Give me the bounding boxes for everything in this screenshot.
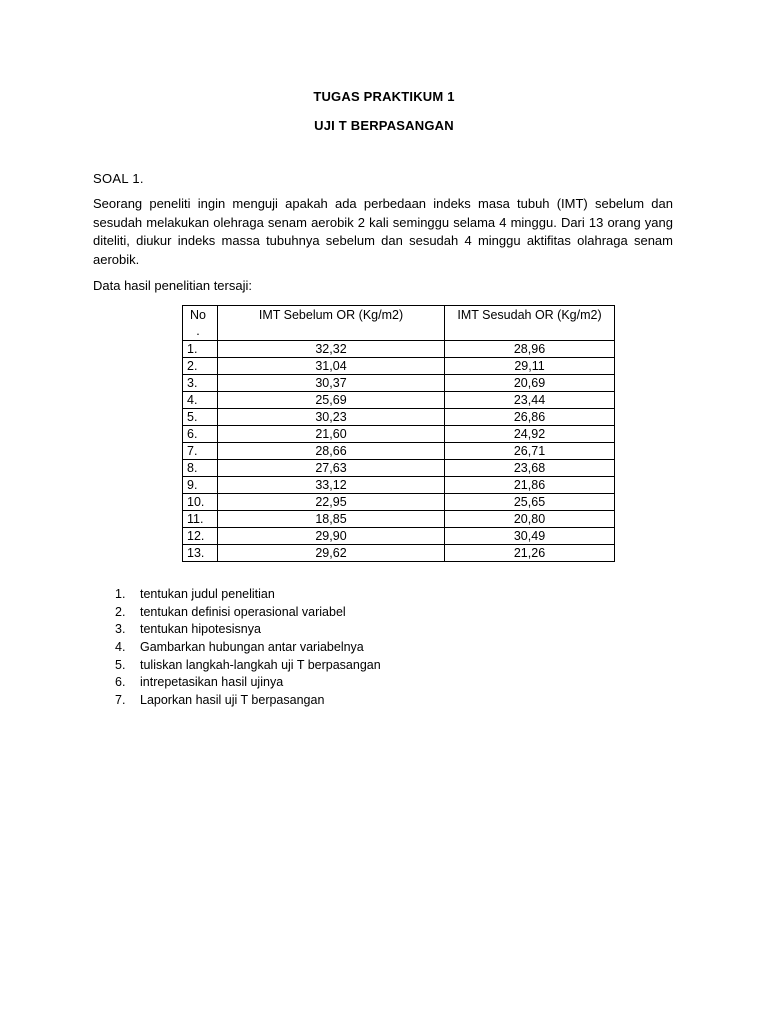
task-number: 2. <box>115 604 126 619</box>
cell-no: 12. <box>183 528 218 545</box>
table-row <box>183 545 615 562</box>
cell-after: 20,69 <box>445 375 615 392</box>
table-row <box>183 511 615 528</box>
header-no <box>183 306 218 341</box>
cell-before: 28,66 <box>218 443 445 460</box>
cell-before: 22,95 <box>218 494 445 511</box>
task-text: Laporkan hasil uji T berpasangan <box>140 693 325 708</box>
task-list <box>115 586 381 710</box>
list-item <box>115 586 381 604</box>
cell-no: 4. <box>183 392 218 409</box>
list-item <box>115 692 381 710</box>
table-row <box>183 426 615 443</box>
cell-no: 6. <box>183 426 218 443</box>
task-text: tentukan definisi operasional variabel <box>140 604 346 619</box>
task-text: tentukan judul penelitian <box>140 587 275 601</box>
cell-after: 23,68 <box>445 460 615 477</box>
list-item <box>115 639 381 657</box>
cell-after: 26,71 <box>445 443 615 460</box>
task-number: 4. <box>115 640 126 655</box>
task-number: 3. <box>115 622 126 637</box>
task-text: tentukan hipotesisnya <box>140 622 261 637</box>
cell-before: 32,32 <box>218 341 445 358</box>
document-subtitle: UJI T BERPASANGAN <box>314 118 454 133</box>
cell-before: 18,85 <box>218 511 445 528</box>
document-title: TUGAS PRAKTIKUM 1 <box>313 89 455 104</box>
table-row <box>183 460 615 477</box>
cell-after: 21,26 <box>445 545 615 562</box>
header-no-label: No . <box>190 308 206 338</box>
cell-before: 25,69 <box>218 392 445 409</box>
data-caption: Data hasil penelitian tersaji: <box>93 278 252 293</box>
table-row <box>183 528 615 545</box>
cell-after: 23,44 <box>445 392 615 409</box>
cell-before: 27,63 <box>218 460 445 477</box>
cell-after: 25,65 <box>445 494 615 511</box>
cell-after: 21,86 <box>445 477 615 494</box>
task-text: tuliskan langkah-langkah uji T berpasangan <box>140 657 381 672</box>
cell-no: 8. <box>183 460 218 477</box>
cell-no: 10. <box>183 494 218 511</box>
list-item <box>115 674 381 692</box>
cell-before: 30,37 <box>218 375 445 392</box>
table-body <box>183 341 615 562</box>
task-number: 6. <box>115 675 126 690</box>
question-label: SOAL 1. <box>93 171 144 186</box>
question-paragraph: Seorang peneliti ingin menguji apakah ada perbedaan indeks masa tubuh (IMT) sebelum dan sesudah melakukan olehraga senam aerobik 2 kali seminggu selama 4 minggu. Dari 13 orang yang diteliti, diukur indeks massa tubuhnya sebelum dan sesudah 4 minggu aktifitas olahraga senam aerobik. <box>93 196 673 267</box>
cell-after: 30,49 <box>445 528 615 545</box>
cell-before: 29,62 <box>218 545 445 562</box>
list-item <box>115 604 381 622</box>
cell-no: 9. <box>183 477 218 494</box>
cell-after: 28,96 <box>445 341 615 358</box>
table-row <box>183 375 615 392</box>
cell-after: 29,11 <box>445 358 615 375</box>
table-row <box>183 358 615 375</box>
task-number: 5. <box>115 657 126 672</box>
list-item <box>115 657 381 675</box>
cell-no: 2. <box>183 358 218 375</box>
cell-no: 11. <box>183 511 218 528</box>
table-row <box>183 341 615 358</box>
header-after: IMT Sesudah OR (Kg/m2) <box>445 306 615 341</box>
cell-before: 21,60 <box>218 426 445 443</box>
table-row <box>183 409 615 426</box>
cell-no: 3. <box>183 375 218 392</box>
cell-before: 29,90 <box>218 528 445 545</box>
task-text: intrepetasikan hasil ujinya <box>140 675 284 690</box>
cell-before: 33,12 <box>218 477 445 494</box>
cell-after: 26,86 <box>445 409 615 426</box>
cell-before: 30,23 <box>218 409 445 426</box>
cell-no: 13. <box>183 545 218 562</box>
task-number: 1. <box>115 587 126 601</box>
cell-after: 24,92 <box>445 426 615 443</box>
table-row <box>183 494 615 511</box>
table-row <box>183 392 615 409</box>
cell-before: 31,04 <box>218 358 445 375</box>
data-table <box>182 305 615 562</box>
table-row <box>183 477 615 494</box>
task-number: 7. <box>115 693 126 708</box>
table-header-row <box>183 306 615 341</box>
cell-no: 7. <box>183 443 218 460</box>
header-before: IMT Sebelum OR (Kg/m2) <box>218 306 445 341</box>
cell-after: 20,80 <box>445 511 615 528</box>
task-text: Gambarkan hubungan antar variabelnya <box>140 640 364 655</box>
table-row <box>183 443 615 460</box>
list-item <box>115 621 381 639</box>
cell-no: 5. <box>183 409 218 426</box>
cell-no: 1. <box>183 341 218 358</box>
